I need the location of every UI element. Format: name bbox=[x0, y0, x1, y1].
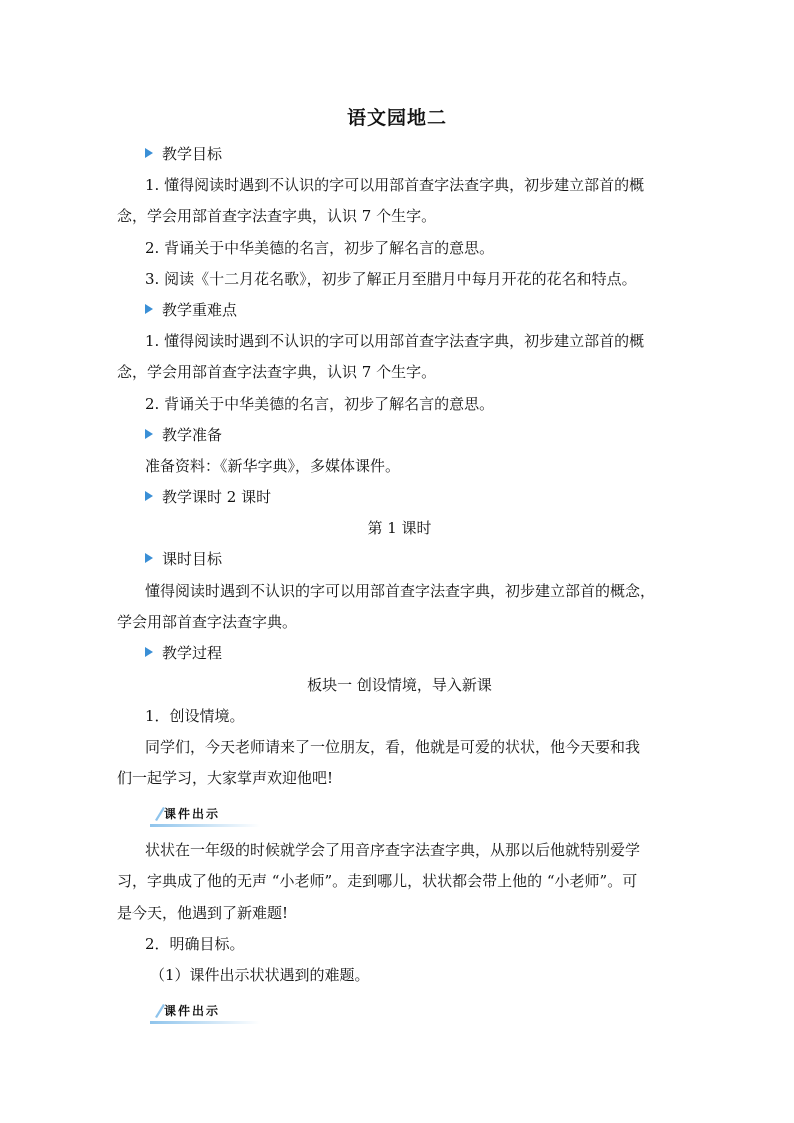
paragraph-line: 1．创设情境。 bbox=[145, 707, 245, 725]
courseware-tag bbox=[150, 1000, 260, 1024]
section-heading-key-points: 教学重难点 bbox=[145, 300, 237, 320]
tag-underline bbox=[150, 824, 260, 827]
section-heading-hours: 教学课时 2 课时 bbox=[145, 487, 271, 507]
triangle-bullet-icon bbox=[145, 553, 153, 563]
courseware-tag-label: 课件出示 bbox=[164, 807, 221, 821]
courseware-tag-label: 课件出示 bbox=[164, 1004, 221, 1018]
triangle-bullet-icon bbox=[145, 429, 153, 439]
section-heading-preparation: 教学准备 bbox=[145, 425, 222, 445]
triangle-bullet-icon bbox=[145, 491, 153, 501]
paragraph-line: 1. 懂得阅读时遇到不认识的字可以用部首查字法查字典，初步建立部首的概 bbox=[145, 332, 645, 350]
paragraph-line: 是今天，他遇到了新难题! bbox=[117, 904, 289, 922]
paragraph-line: 状状在一年级的时候就学会了用音序查字法查字典，从那以后他就特别爱学 bbox=[145, 841, 641, 859]
section-heading-process: 教学过程 bbox=[145, 643, 222, 663]
triangle-bullet-icon bbox=[145, 148, 153, 158]
paragraph-line: （1）课件出示状状遇到的难题。 bbox=[150, 966, 370, 984]
block-title: 板块一 创设情境，导入新课 bbox=[307, 676, 492, 694]
paragraph-line: 念，学会用部首查字法查字典，认识 7 个生字。 bbox=[117, 363, 437, 381]
paragraph-line: 1. 懂得阅读时遇到不认识的字可以用部首查字法查字典，初步建立部首的概 bbox=[145, 176, 645, 194]
lesson-title: 第 1 课时 bbox=[367, 519, 432, 537]
paragraph-line: 们一起学习，大家掌声欢迎他吧! bbox=[117, 769, 334, 787]
section-heading-goals: 教学目标 bbox=[145, 144, 222, 164]
paragraph-line: 学会用部首查字法查字典。 bbox=[117, 613, 298, 631]
tag-underline bbox=[150, 1021, 260, 1024]
paragraph-line: 2. 背诵关于中华美德的名言，初步了解名言的意思。 bbox=[145, 239, 495, 257]
paragraph-line: 习，字典成了他的无声 “小老师”。走到哪儿，状状都会带上他的 “小老师”。可 bbox=[117, 872, 638, 890]
section-heading-lesson-goals: 课时目标 bbox=[145, 549, 222, 569]
paragraph-line: 准备资料：《新华字典》，多媒体课件。 bbox=[145, 457, 401, 475]
paragraph-line: 念，学会用部首查字法查字典，认识 7 个生字。 bbox=[117, 207, 437, 225]
paragraph-line: 2．明确目标。 bbox=[145, 935, 245, 953]
triangle-bullet-icon bbox=[145, 304, 153, 314]
paragraph-line: 懂得阅读时遇到不认识的字可以用部首查字法查字典，初步建立部首的概念， bbox=[145, 582, 656, 600]
page-title: 语文园地二 bbox=[346, 107, 447, 129]
paragraph-line: 3. 阅读《十二月花名歌》，初步了解正月至腊月中每月开花的花名和特点。 bbox=[145, 270, 637, 288]
paragraph-line: 2. 背诵关于中华美德的名言，初步了解名言的意思。 bbox=[145, 395, 495, 413]
courseware-tag bbox=[150, 803, 260, 827]
paragraph-line: 同学们，今天老师请来了一位朋友，看，他就是可爱的状状，他今天要和我 bbox=[145, 738, 641, 756]
triangle-bullet-icon bbox=[145, 647, 153, 657]
